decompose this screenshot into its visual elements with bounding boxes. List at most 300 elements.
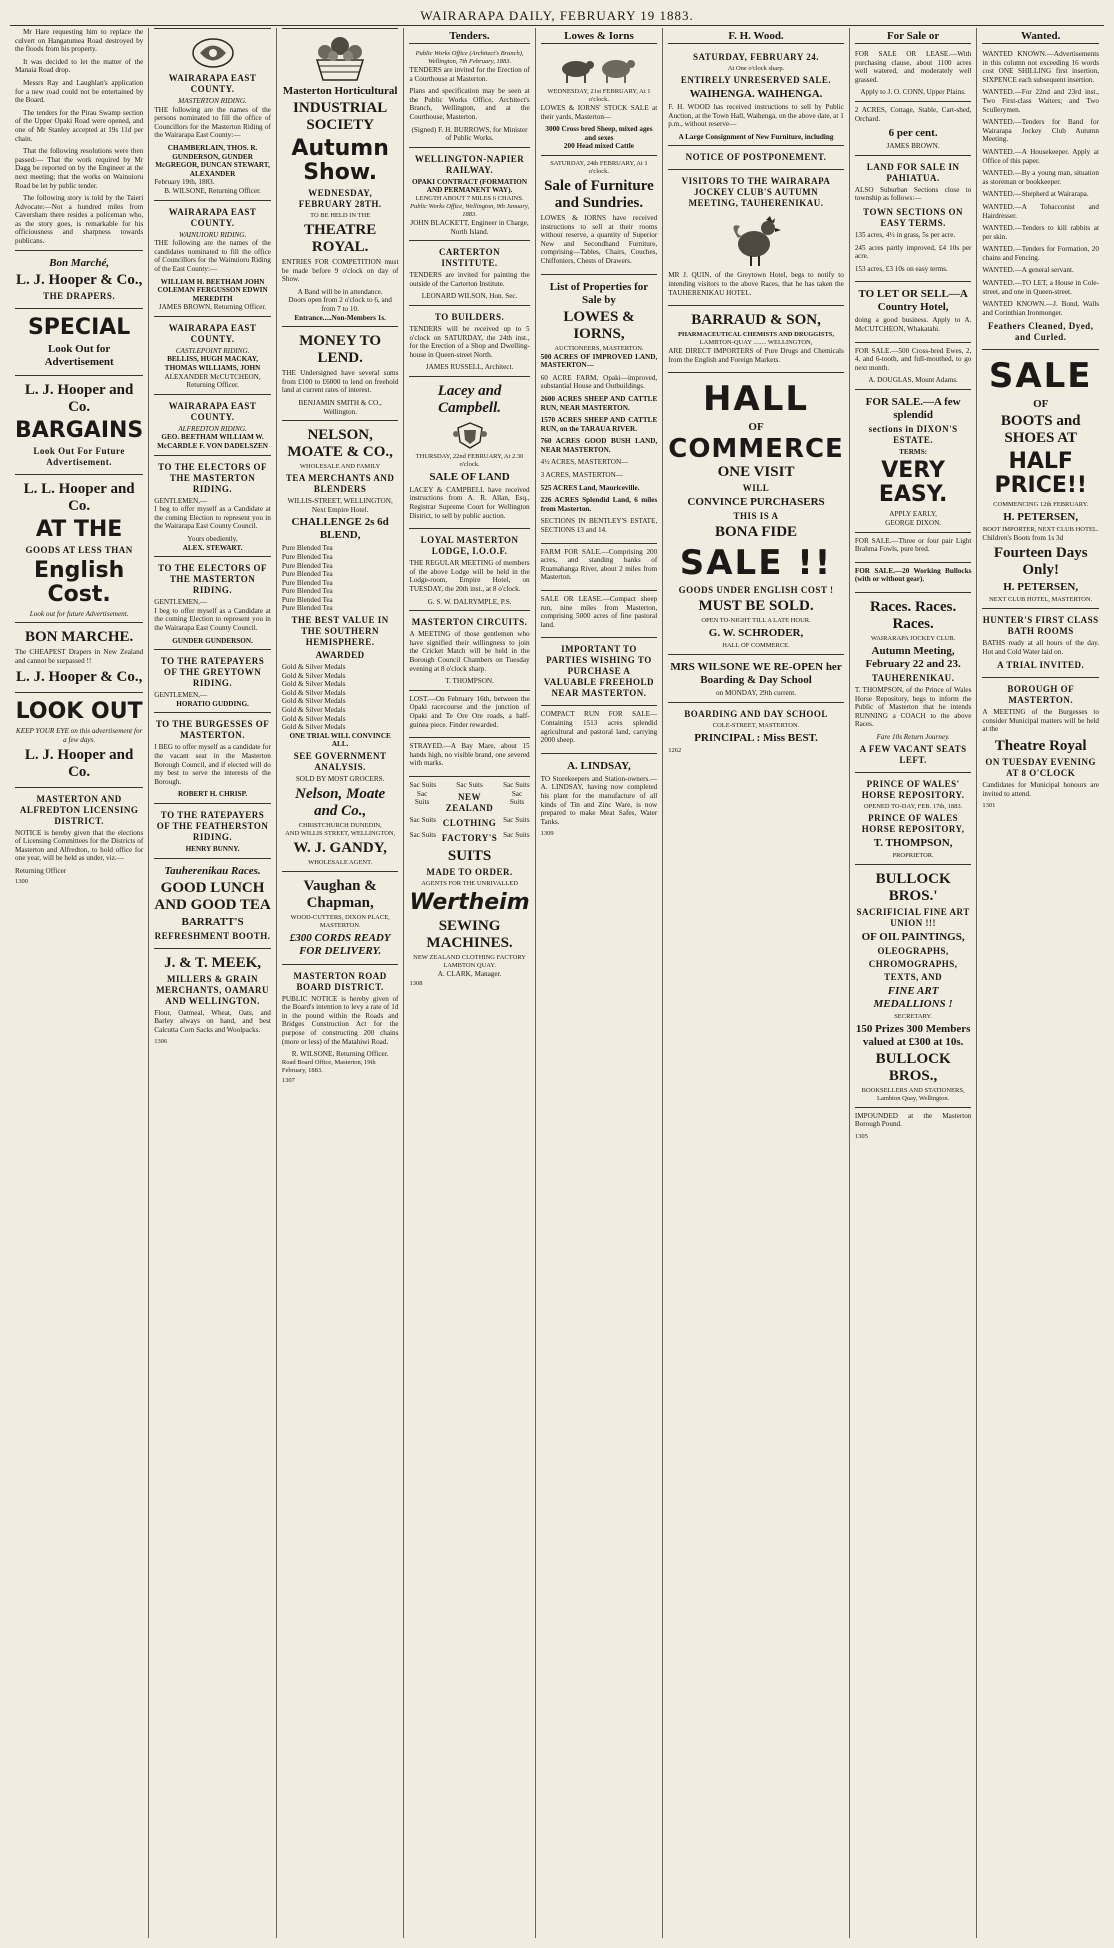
ad-heading: HALL bbox=[702, 379, 810, 420]
boot-sale-ad bbox=[982, 349, 1099, 608]
ad-heading: BARRATT'S bbox=[181, 915, 244, 928]
notice-subheading: LENGTH ABOUT 7 MILES 6 CHAINS. bbox=[415, 194, 524, 202]
crest-icon bbox=[154, 36, 271, 70]
property-item: 226 ACRES Splendid Land, 6 miles from Masterton. bbox=[540, 496, 658, 513]
notice-heading: WAIRARAPA EAST COUNTY. bbox=[168, 206, 257, 228]
list-item: Gold & Silver Medals bbox=[281, 663, 346, 672]
notice-date: Public Works Office, Wellington, 9th January, 1883. bbox=[410, 202, 530, 218]
ad-text: 2 ACRES, Cottage, Stable, Cart-shed, Orchard. bbox=[854, 105, 972, 123]
ad-heading: BOARDING AND DAY SCHOOL bbox=[684, 708, 828, 719]
ad-heading: GOOD LUNCH AND GOOD TEA bbox=[154, 879, 271, 913]
list-item: Gold & Silver Medals bbox=[281, 671, 346, 680]
ad-text: ENTRIES FOR COMPETITION must be made before 9 o'clock on day of Show. bbox=[281, 258, 399, 284]
notice-heading: CARTERTON INSTITUTE. bbox=[438, 247, 501, 269]
ad-text: F. H. WOOD has received instructions to sell by Public Auction, at the Town Hall, Waihenga, on the above date, at 1 p.m., without reserve— bbox=[668, 103, 844, 129]
list-item: Pure Blended Tea bbox=[281, 587, 333, 596]
courthouse-tender bbox=[409, 46, 529, 147]
ad-heading: MONEY TO LEND. bbox=[299, 333, 382, 367]
list-item: Pure Blended Tea bbox=[281, 561, 333, 570]
section-heading: F. H. Wood. bbox=[668, 30, 844, 44]
notice-signoff: JOHN BLACKETT, Engineer in Charge, North Island. bbox=[410, 218, 529, 236]
notice-text: Plans and specification may be seen at the Public Works Office, Architect's Branch, Wellington, and at the Courthouse, Masterton. bbox=[409, 87, 530, 121]
ad-heading: Tauherenikau Races. bbox=[164, 864, 261, 877]
ad-heading: L. J. Hooper & Co., bbox=[15, 271, 143, 288]
horticultural-show-ad bbox=[282, 28, 399, 326]
electors-letter-1 bbox=[154, 455, 271, 557]
ad-subheading: TEA MERCHANTS AND BLENDERS bbox=[285, 473, 395, 495]
election-notice-wainuioru bbox=[154, 200, 271, 316]
letter-heading: TO THE RATEPAYERS OF THE GREYTOWN RIDING. bbox=[160, 656, 265, 689]
lookout-ad bbox=[15, 692, 143, 786]
notice-text: NOTICE is hereby given that the elections of Licensing Committees for the Districts of Masterton and Alfredton, to hold office for one year, will be held as under, viz.— bbox=[15, 828, 144, 863]
ad-heading: A. LINDSAY, bbox=[567, 759, 631, 772]
ad-text: TO Storekeepers and Station-owners.—A. LINDSAY, having now completed his plant for the manufacture of all kinds of Tin and Zinc Ware, is now prepared to make Meat Safes, Water Tanks. bbox=[540, 774, 658, 826]
ad-date: SATURDAY, FEBRUARY 24. bbox=[693, 52, 820, 62]
ad-heading: J. & T. MEEK, bbox=[164, 954, 262, 971]
list-item: Sac Suits bbox=[503, 830, 530, 839]
list-item: 3000 Cross bred Sheep, mixed ages and sexes bbox=[545, 125, 653, 142]
list-item: Pure Blended Tea bbox=[281, 552, 333, 561]
notice-signoff: Returning Officer bbox=[15, 867, 67, 875]
letter-text: I BEG to offer myself as a candidate for the vacant seat in the Masterton Borough Council, and if elected will do my best to serve the interests of the Borough. bbox=[154, 743, 271, 786]
list-item: Sac Suits bbox=[414, 789, 430, 807]
impounded-notice bbox=[855, 1107, 972, 1146]
ad-heading: T. THOMPSON, bbox=[873, 836, 953, 849]
list-item: Pure Blended Tea bbox=[281, 544, 333, 553]
property-item: 153 acres, £3 10s on easy terms. bbox=[854, 264, 948, 273]
salutation: GENTLEMEN,— bbox=[154, 496, 208, 505]
ad-text: The CHEAPEST Drapers in New Zealand and cannot be surpassed !! bbox=[15, 648, 144, 665]
notice-date: ON TUESDAY EVENING AT 8 O'CLOCK bbox=[985, 757, 1097, 778]
ad-subheading: WOOD-CUTTERS, DIXON PLACE, MASTERTON. bbox=[290, 913, 390, 929]
electors-letter-2 bbox=[154, 556, 271, 649]
notice-signoff: T. THOMPSON. bbox=[445, 677, 494, 686]
property-item: 525 ACRES Land, Mauriceville. bbox=[540, 483, 640, 492]
ad-heading: Bon Marché, bbox=[49, 256, 110, 269]
property-item: 135 acres, 4½ in grass, 5s per acre. bbox=[854, 230, 956, 239]
lacey-campbell-sale bbox=[409, 376, 529, 528]
letter-signature: HORATIO GUDDING. bbox=[176, 699, 249, 708]
list-item: 200 Head mixed Cattle bbox=[563, 142, 634, 151]
list-item: Pure Blended Tea bbox=[281, 604, 333, 613]
ad-subheading: A FEW VACANT SEATS LEFT. bbox=[859, 743, 967, 765]
wanted-item: WANTED.—For 22nd and 23rd inst., Two First-class Waiters; and Two Scullerymen. bbox=[982, 88, 1099, 114]
letter-heading: TO THE RATEPAYERS OF THE FEATHERSTON RIDING. bbox=[156, 809, 269, 842]
ad-heading: Feathers Cleaned, Dyed, and Curled. bbox=[987, 321, 1094, 343]
notice-venue: Theatre Royal bbox=[994, 738, 1087, 754]
ad-heading: sections in DIXON'S ESTATE. bbox=[868, 423, 958, 445]
column-8 bbox=[977, 28, 1104, 1938]
ad-heading: WAIHENGA. WAIHENGA. bbox=[689, 88, 823, 100]
notice-text: THE following are the names of the persons nominated to fill the office of Councillors for the Masterton Riding of the Wairarapa East County:— bbox=[154, 105, 271, 140]
ad-heading: H. PETERSEN, bbox=[1003, 581, 1079, 594]
postponement-notice bbox=[668, 145, 844, 169]
farm-sale-ad bbox=[541, 543, 658, 590]
wanted-item: WANTED.—A general servant. bbox=[982, 266, 1074, 275]
column-1 bbox=[10, 28, 149, 1938]
ad-heading: G. W. SCHRODER, bbox=[708, 627, 804, 640]
ad-heading: HALF PRICE!! bbox=[994, 449, 1087, 499]
ad-heading: SALE !! bbox=[679, 543, 833, 584]
ad-subheading: HALL OF COMMERCE. bbox=[722, 642, 790, 650]
notice-text: TENDERS will be received up to 5 o'clock on SATURDAY, the 24th inst., for the Erection of a Shop and Dwelling-house in Queen-street North. bbox=[409, 324, 530, 359]
notice-subheading: ALFREDTON RIDING. bbox=[178, 424, 247, 433]
letter-text: I beg to offer myself as a Candidate at the coming Election to represent you in the Wairarapa East County Council. bbox=[154, 606, 271, 632]
ad-heading: AT THE bbox=[35, 516, 123, 542]
ad-subheading: GOODS UNDER ENGLISH COST ! bbox=[678, 585, 834, 596]
ad-subheading: Look Out for Advertisement bbox=[44, 342, 114, 368]
ad-number: 1301 bbox=[982, 802, 996, 810]
ad-text: FOR SALE.—500 Cross-bred Ewes, 2, 4, and 6-tooth, and full-mouthed, to go next month. bbox=[854, 346, 972, 372]
livestock-icon bbox=[541, 53, 658, 85]
ad-subheading: TERMS: bbox=[899, 447, 928, 456]
suits-row bbox=[409, 790, 529, 816]
ad-heading: LOOK OUT bbox=[15, 699, 143, 725]
candidate-list: CHAMBERLAIN, THOS. R. GUNDERSON, GUNDER McGREGOR, DUNCAN STEWART, ALEXANDER bbox=[155, 143, 270, 178]
list-item: Gold & Silver Medals bbox=[281, 723, 346, 732]
ad-text: SOLD BY MOST GROCERS. bbox=[295, 775, 385, 783]
ad-subheading: AWARDED bbox=[315, 650, 365, 661]
list-item: Sac Suits bbox=[503, 815, 530, 824]
notice-date: February 19th, 1883. bbox=[154, 178, 215, 187]
ad-text: SALE OR LEASE.—Compact sheep run, nine miles from Masterton, comprising 5000 acres of fine pastoral land. bbox=[540, 595, 658, 629]
notice-heading: WAIRARAPA EAST COUNTY. bbox=[168, 400, 257, 422]
wanted-item: WANTED KNOWN.—Advertisements in this column not exceeding 16 words cost ONE SHILLING first insertion, SIXPENCE each subsequent insertion. bbox=[982, 50, 1099, 84]
art-union-ad bbox=[855, 864, 972, 1107]
ad-date: OPENED TO-DAY, FEB. 17th, 1883. bbox=[863, 802, 963, 810]
notice-date: Road Board Office, Masterton, 19th February, 1883. bbox=[281, 1058, 376, 1074]
ad-heading: Masterton Horticultural bbox=[282, 85, 398, 97]
letter-close: Yours obediently, bbox=[187, 535, 238, 543]
ad-heading: 6 per cent. bbox=[888, 127, 938, 140]
notice-signoff: JAMES RUSSELL, Architect. bbox=[425, 363, 514, 372]
ad-subheading: SEE GOVERNMENT ANALYSIS. bbox=[293, 751, 387, 772]
ad-subheading: AUCTIONEERS, MASTERTON. bbox=[554, 344, 644, 352]
clothing-factory-ad bbox=[409, 776, 529, 993]
licensing-notice bbox=[15, 787, 143, 891]
races-ad bbox=[855, 592, 972, 772]
ad-text: A Large Consignment of New Furniture, including bbox=[678, 132, 834, 141]
price-list bbox=[982, 534, 1099, 543]
property-item: SECTIONS IN BENTLEY'S ESTATE, SECTIONS 13 and 14. bbox=[540, 517, 658, 535]
ad-signoff: A. DOUGLAS, Mount Adams. bbox=[868, 376, 958, 385]
freehold-ad bbox=[541, 637, 658, 705]
ad-subheading: THIS IS A bbox=[733, 511, 779, 522]
ad-text: LACEY & CAMPBELL have received instructions from A. R. Allan, Esq., Registrar Supreme Court for Wellington District, to sell by public auction. bbox=[409, 485, 530, 520]
wanted-item: WANTED.—A Housekeeper. Apply at Office of this paper. bbox=[982, 147, 1099, 165]
ad-text: doing a good business. Apply to A. McCUTCHEON, Whakatahi. bbox=[854, 316, 972, 333]
ad-note: KEEP YOUR EYE on this advertisement for a few days. bbox=[15, 727, 143, 745]
english-cost-ad bbox=[15, 474, 143, 623]
furniture-sale-ad bbox=[541, 155, 658, 274]
ad-signoff: Apply to J. O. CONN, Upper Plains. bbox=[860, 88, 966, 97]
section-heading: Wanted. bbox=[982, 30, 1099, 44]
ad-heading: Autumn Show. bbox=[291, 136, 389, 185]
ad-subheading: SACRIFICIAL FINE ART UNION !!! bbox=[856, 906, 970, 928]
ad-heading: MUST BE SOLD. bbox=[698, 598, 814, 615]
ad-text: ALSO Suburban Sections close to township as follows:— bbox=[854, 185, 972, 203]
notice-heading: NOTICE OF POSTPONEMENT. bbox=[685, 152, 827, 163]
ad-address: AND WILLIS STREET, WELLINGTON, bbox=[285, 829, 396, 837]
list-item: Gold & Silver Medals bbox=[281, 680, 346, 689]
horse-repository-ad bbox=[855, 772, 972, 864]
candidate-list: GEO. BEETHAM WILLIAM W. McCARDLE F. VON DADELSZEN bbox=[157, 433, 268, 451]
boarding-school-ad bbox=[668, 702, 844, 760]
ad-signoff: GEORGE DIXON. bbox=[885, 519, 942, 528]
article-paragraph: That the following resolutions were then passed:— That the work required by Mr Dagg be reported on by the Engineer at the next meeting; that the works on Wainuioru Road be let by public tender. bbox=[15, 147, 144, 190]
circuits-notice bbox=[409, 610, 529, 690]
compact-run-ad bbox=[541, 705, 658, 752]
ad-subheading: OLEOGRAPHS, bbox=[877, 945, 949, 956]
waihenga-sale-ad bbox=[668, 46, 844, 145]
ad-heading: FACTORY'S bbox=[441, 832, 498, 843]
ad-text: ONE TRIAL WILL CONVINCE ALL. bbox=[289, 731, 391, 749]
notice-heading: WAIRARAPA EAST COUNTY. bbox=[168, 73, 257, 94]
ad-heading: VISITORS TO THE WAIRARAPA JOCKEY CLUB'S AUTUMN MEETING, TAUHERENIKAU. bbox=[681, 176, 831, 209]
hall-of-commerce-ad bbox=[668, 372, 844, 654]
rooster-icon bbox=[668, 212, 844, 268]
sale-lease-ad bbox=[541, 590, 658, 637]
notice-text: TENDERS are invited for painting the outside of the Carterton Institute. bbox=[409, 271, 530, 288]
ad-subheading: REFRESHMENT BOOTH. bbox=[154, 930, 271, 941]
vaughan-chapman-ad bbox=[282, 871, 399, 964]
ad-subheading: A TRIAL INVITED. bbox=[997, 660, 1085, 671]
ad-subheading: CHROMOGRAPHS, bbox=[868, 958, 958, 969]
wanted-item: WANTED KNOWN.—J. Bond, Walls and Corinthian Ironmonger. bbox=[982, 300, 1099, 317]
ad-heading: PRINCE OF WALES HORSE REPOSITORY, bbox=[861, 812, 965, 834]
ad-heading: TOWN SECTIONS ON EASY TERMS. bbox=[863, 206, 964, 228]
ad-heading: W. J. GANDY, bbox=[293, 839, 387, 856]
letter-signature: ALEX. STEWART. bbox=[182, 543, 243, 552]
salutation: GENTLEMEN,— bbox=[154, 691, 208, 700]
ad-heading: OF OIL PAINTINGS, bbox=[861, 930, 965, 943]
ad-subheading: BOOT IMPORTER, NEXT CLUB HOTEL. bbox=[982, 526, 1099, 534]
list-item: Sac Suits bbox=[509, 789, 525, 807]
ad-text: MR J. QUIN, of the Greytown Hotel, begs to notify to intending visitors to the above Races, that he has taken the TAUHERENIKAU HOTEL. bbox=[668, 271, 844, 297]
article-paragraph: Mr Hare requesting him to replace the culvert on Hangatumea Road destroyed by the floods from his property. bbox=[15, 28, 144, 54]
ad-heading: CLOTHING bbox=[442, 817, 497, 828]
article-paragraph: The tenders for the Pirau Swamp section of the Upper Opaki Road were opened, and one of Mr Stanley accepted at 19s 11d per chain. bbox=[15, 108, 144, 143]
list-item: Children's Boots from 1s 3d bbox=[982, 534, 1064, 543]
ad-date: SATURDAY, 24th FEBRUARY, At 1 o'clock. bbox=[550, 159, 648, 175]
letter-heading: TO THE BURGESSES OF MASTERTON. bbox=[155, 719, 270, 741]
lindsay-ad bbox=[541, 753, 658, 843]
ad-subheading: MADE TO ORDER. bbox=[426, 866, 513, 877]
ad-heading: List of Properties for Sale by bbox=[549, 280, 649, 306]
ad-signoff: JAMES BROWN. bbox=[886, 142, 940, 151]
country-hotel-ad bbox=[855, 281, 972, 341]
list-item: Pure Blended Tea bbox=[281, 570, 333, 579]
column-5 bbox=[536, 28, 664, 1938]
notice-heading: MASTERTON CIRCUITS. bbox=[411, 617, 528, 628]
notice-heading: LOYAL MASTERTON LODGE, I.O.O.F. bbox=[420, 535, 519, 557]
ad-text: FARM FOR SALE.—Comprising 200 acres, and standing banks of Ruamahanga River, about 2 miles from Masterton. bbox=[540, 547, 658, 582]
ad-heading: H. PETERSEN, bbox=[1003, 511, 1079, 524]
notice-text: A MEETING of those gentlemen who have signified their willingness to join the Cricket Match will be held in the Borough Council Chambers on Tuesday evening at 8 o'clock sharp. bbox=[409, 630, 530, 673]
brahma-ad bbox=[855, 532, 972, 562]
meek-ad bbox=[154, 948, 271, 1051]
ad-heading: L. J. Hooper & Co., bbox=[15, 669, 143, 686]
list-item: Sac Suits bbox=[409, 815, 437, 824]
letter-heading: TO THE ELECTORS OF THE MASTERTON RIDING. bbox=[158, 563, 267, 596]
ad-subheading: WAIRARAPA JOCKEY CLUB. bbox=[870, 635, 956, 643]
property-item: 1570 ACRES SHEEP AND CATTLE RUN, on the TARAUA RIVER. bbox=[540, 416, 658, 433]
ad-heading: BOOTS and SHOES AT bbox=[1000, 413, 1081, 447]
property-item: 4½ ACRES, MASTERTON— bbox=[540, 458, 629, 467]
ad-heading: TO LET OR SELL—A Country Hotel, bbox=[858, 288, 968, 314]
ad-text: FOR SALE OR LEASE.—With purchasing clause, about 1100 acres well watered, and moderately well grassed. bbox=[854, 50, 972, 84]
article-paragraph: The following story is told by the Taieri Advocate:—Not a hundred miles from Caversham there resides a policeman who, as the story goes, is remarkable for his officiousness and sharpness towards publicans. bbox=[15, 194, 144, 246]
ad-number: 1307 bbox=[281, 1076, 295, 1084]
ad-subheading: PROPRIETOR. bbox=[892, 851, 934, 859]
ad-heading: PRINCE OF WALES' HORSE REPOSITORY. bbox=[861, 778, 965, 800]
notice-heading: WELLINGTON-NAPIER RAILWAY. bbox=[414, 153, 525, 175]
ad-number: 1306 bbox=[154, 1038, 168, 1046]
section-heading: For Sale or bbox=[855, 30, 972, 44]
ad-heading: ENTIRELY UNRESERVED SALE. bbox=[680, 75, 832, 85]
ad-date: THURSDAY, 22nd FEBRUARY, At 2.30 o'clock. bbox=[415, 452, 524, 468]
list-item: Gold & Silver Medals bbox=[281, 688, 346, 697]
builders-tender bbox=[409, 305, 529, 376]
column-4 bbox=[404, 28, 535, 1938]
ad-heading: ONE VISIT bbox=[717, 464, 795, 481]
royal-arms-icon bbox=[409, 420, 529, 450]
notice-text: A MEETING of the Burgesses to consider Municipal matters will be held at the bbox=[982, 708, 1099, 734]
ad-heading: MRS WILSONE WE RE-OPEN her Boarding & Day School bbox=[670, 661, 842, 687]
column-3 bbox=[277, 28, 405, 1938]
masthead: WAIRARAPA DAILY, FEBRUARY 19 1883. bbox=[10, 8, 1104, 26]
notice-heading: WAIRARAPA EAST COUNTY. bbox=[168, 322, 257, 344]
notice-signoff: B. WILSONE, Returning Officer. bbox=[164, 186, 261, 195]
column-6 bbox=[663, 28, 850, 1938]
ad-subheading: GOODS AT LESS THAN bbox=[25, 544, 133, 555]
tea-list bbox=[282, 544, 399, 613]
ad-subheading: OPEN TO-NIGHT TILL A LATE HOUR. bbox=[701, 617, 811, 625]
wanted-ads bbox=[982, 46, 1099, 349]
ad-heading: SALE bbox=[988, 356, 1093, 397]
section-heading: Tenders. bbox=[409, 30, 529, 44]
barratt-booth-ad bbox=[154, 858, 271, 948]
list-item: Gold & Silver Medals bbox=[281, 697, 346, 706]
nelson-moate-tea-ad bbox=[282, 420, 399, 870]
ad-note: Look out for future Advertisement. bbox=[29, 609, 129, 618]
article-paragraph: It was decided to let the matter of the Manaia Road drop. bbox=[15, 57, 144, 75]
ad-heading: SALE OF LAND bbox=[429, 470, 510, 483]
pahiatua-land-ad bbox=[855, 155, 972, 282]
ad-subheading: Look Out For Future Advertisement. bbox=[33, 445, 125, 467]
candidate-list: WILLIAM H. BEETHAM JOHN COLEMAN FERGUSSON EDWIN MEREDITH bbox=[157, 277, 268, 303]
ad-heading: FOR SALE.—A few splendid bbox=[865, 395, 961, 421]
lost-notice bbox=[409, 690, 529, 737]
ad-text: BATHS ready at all hours of the day. Hot and Cold Water laid on. bbox=[982, 639, 1099, 656]
ad-number: 1305 bbox=[854, 1132, 868, 1140]
property-item: 245 acres partly improved, £4 10s per acre. bbox=[854, 243, 972, 261]
school-notice bbox=[668, 654, 844, 702]
ad-price: Entrance.....Non-Members 1s. bbox=[294, 313, 386, 322]
ad-heading: L. J. Hooper and Co. bbox=[24, 746, 134, 780]
ad-subheading: PHARMACEUTICAL CHEMISTS AND DRUGGISTS, bbox=[678, 331, 835, 339]
ad-subheading: MILLERS & GRAIN MERCHANTS, OAMARU AND WELLINGTON. bbox=[156, 973, 270, 1006]
ad-text: THE Undersigned have several sums from £100 to £6000 to lend on freehold land at current rates of interest. bbox=[281, 369, 399, 395]
wanted-item: WANTED.—TO LET, a House in Cole-street, and one in Queen-street. bbox=[982, 279, 1099, 296]
ad-address: WILLIS-STREET, WELLINGTON, Next Empire Hotel. bbox=[287, 497, 393, 514]
letter-text: I beg to offer myself as a Candidate at the coming Election to represent you in the Wairarapa East County Council. bbox=[154, 505, 271, 531]
ad-number: 1300 bbox=[15, 877, 28, 885]
ad-text: FOR SALE.—20 Working Bullocks (with or without gear). bbox=[854, 566, 972, 584]
notice-text: STRAYED.—A Bay Mare, about 15 hands high, no visible brand, one severed with marks. bbox=[409, 742, 530, 768]
ad-address: COLE-STREET, MASTERTON. bbox=[712, 721, 800, 729]
ad-heading: Vaughan & Chapman, bbox=[303, 877, 377, 911]
letter-signature: GUNDER GUNDERSON. bbox=[172, 636, 253, 645]
suits-row bbox=[409, 816, 529, 831]
ad-heading: £300 CORDS READY FOR DELIVERY. bbox=[289, 931, 391, 957]
wanted-item: WANTED.—Tenders to kill rabbits at per skin. bbox=[982, 224, 1099, 241]
ad-date: WEDNESDAY, FEBRUARY 28TH. bbox=[298, 188, 382, 209]
ad-date: COMMENCING 12th FEBRUARY. bbox=[993, 501, 1089, 509]
ad-subheading: TO BE HELD IN THE bbox=[310, 212, 371, 219]
electors-letter-3 bbox=[154, 649, 271, 712]
candidate-list: BELLISS, HUGH MACKAY, THOMAS WILLIAMS, JOHN bbox=[164, 355, 261, 373]
ad-heading: BULLOCK BROS., bbox=[875, 1050, 951, 1084]
ad-subheading: WHOLESALE AND FAMILY bbox=[299, 463, 381, 471]
notice-subheading: Public Works Office (Architect's Branch), Wellington, 7th February, 1883. bbox=[415, 50, 524, 65]
ad-address: Lambton Quay, Wellington. bbox=[876, 1094, 950, 1102]
letter-signature: ROBERT H. CHRISP. bbox=[177, 790, 248, 799]
ad-subheading: TAUHERENIKAU. bbox=[871, 673, 955, 684]
notice-signoff: (Signed) F. H. BURROWS, for Minister of Public Works. bbox=[411, 125, 528, 143]
notice-text: PUBLIC NOTICE is hereby given of the Board's intention to levy a rate of 1d in the pound within the Roads and Bridges Construction Act for the purpose of constructing 200 chains (more or less) of the Matahiwi Road. bbox=[281, 994, 399, 1046]
ad-signoff: A. CLARK, Manager. bbox=[437, 969, 502, 978]
list-item: Pure Blended Tea bbox=[281, 578, 333, 587]
medal-list bbox=[282, 663, 399, 732]
lodge-notice bbox=[409, 528, 529, 610]
ad-text: LOWES & IORNS' STOCK SALE at their yards, Masterton— bbox=[540, 104, 658, 121]
ad-subheading: BOOKSELLERS AND STATIONERS, bbox=[861, 1086, 965, 1094]
property-item: 3 ACRES, MASTERTON— bbox=[540, 471, 623, 480]
ad-number: 1308 bbox=[409, 980, 423, 988]
ad-heading: Nelson, Moate and Co., bbox=[295, 785, 386, 819]
notice-text: TENDERS are invited for the Erection of a Courthouse at Masterton. bbox=[409, 66, 530, 83]
ad-heading: Races. Races. Races. bbox=[869, 599, 957, 633]
ad-subheading: THE DRAPERS. bbox=[43, 290, 116, 301]
ad-signoff: BENJAMIN SMITH & CO., Wellington. bbox=[298, 398, 382, 416]
ad-subheading: TEXTS, AND bbox=[884, 971, 943, 982]
cheapest-ad bbox=[15, 622, 143, 692]
ad-heading: Sale of Furniture and Sundries. bbox=[544, 177, 654, 211]
ad-subheading: At One o'clock sharp. bbox=[727, 65, 785, 72]
notice-subheading: MASTERTON RIDING. bbox=[178, 97, 247, 105]
ad-heading: HUNTER'S FIRST CLASS BATH ROOMS bbox=[982, 615, 1099, 637]
property-item: 2600 ACRES SHEEP AND CATTLE RUN, NEAR MASTERTON. bbox=[540, 394, 658, 412]
columns bbox=[10, 28, 1104, 1938]
borough-meeting-ad bbox=[982, 677, 1099, 815]
electors-letter-4 bbox=[154, 712, 271, 803]
ewes-sale-ad bbox=[855, 342, 972, 389]
property-item: 760 ACRES GOOD BUSH LAND, NEAR MASTERTON. bbox=[540, 437, 658, 454]
notice-heading: TO BUILDERS. bbox=[434, 311, 505, 322]
section-heading: Lowes & Iorns bbox=[541, 30, 658, 44]
ad-address: NEW ZEALAND CLOTHING FACTORY LAMBTON QUAY. bbox=[413, 953, 526, 969]
flower-basket-icon bbox=[282, 36, 399, 82]
list-item: Gold & Silver Medals bbox=[281, 706, 346, 715]
ad-subheading: AGENTS FOR THE UNRIVALLED bbox=[421, 879, 518, 887]
column-2 bbox=[149, 28, 277, 1938]
ad-heading: COMMERCE bbox=[668, 434, 844, 465]
ad-date: WEDNESDAY, 21st FEBRUARY, At 1 o'clock. bbox=[547, 88, 651, 103]
ad-heading: Lacey and Campbell. bbox=[437, 382, 502, 416]
ad-heading: BON MARCHE. bbox=[24, 629, 134, 646]
bon-marche-ad bbox=[15, 250, 143, 308]
